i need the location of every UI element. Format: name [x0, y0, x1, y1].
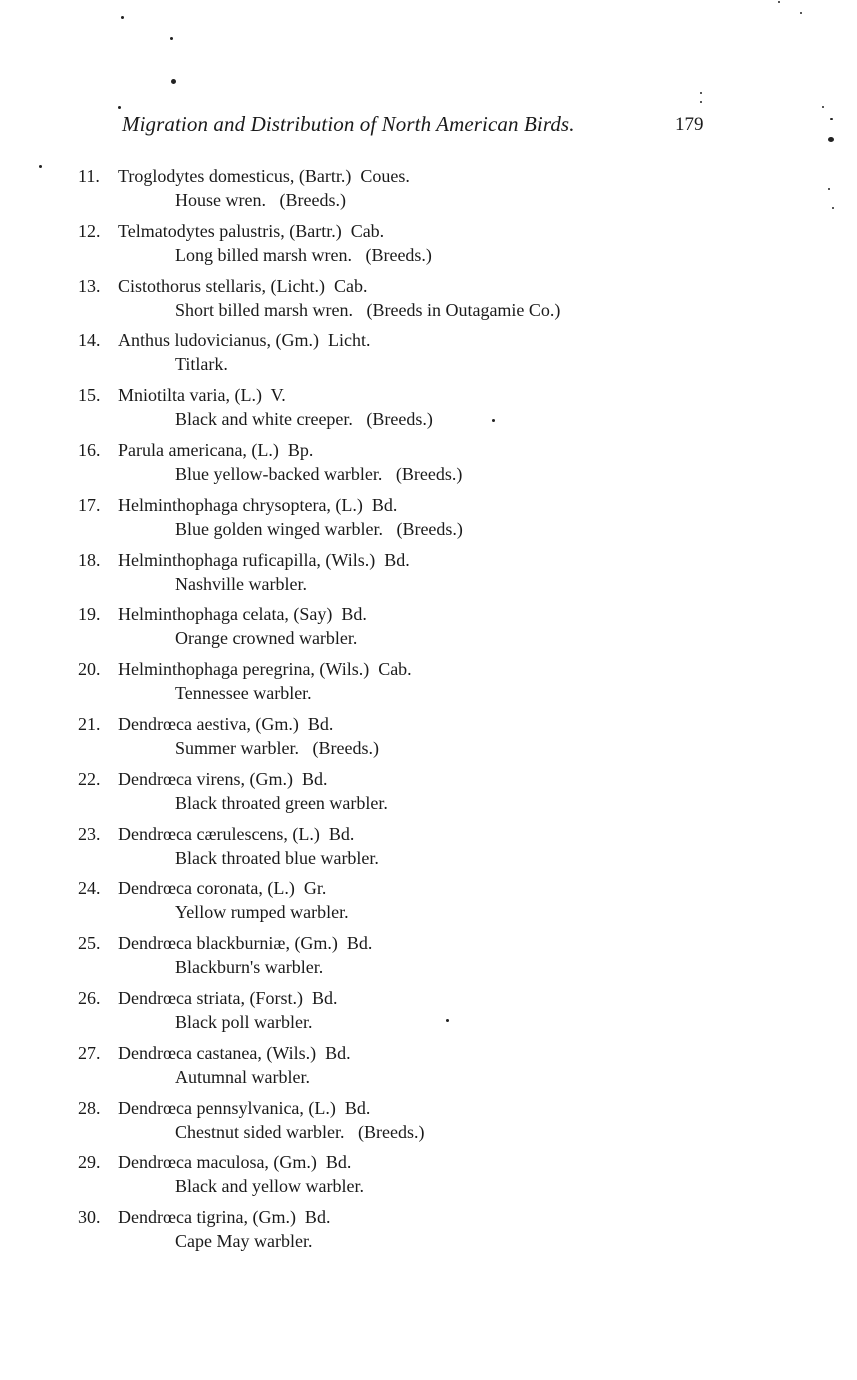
list-item: [78, 1205, 778, 1260]
list-item: [78, 712, 778, 767]
entry-scientific-name: Helminthophaga chrysoptera, (L.) Bd.: [118, 494, 398, 515]
list-item: [78, 493, 778, 548]
entry-scientific-name: Dendrœca striata, (Forst.) Bd.: [118, 987, 338, 1008]
entry-common-name: Blue yellow-backed warbler. (Breeds.): [175, 463, 463, 484]
entry-common-name: Blackburn's warbler.: [175, 957, 324, 978]
entry-number: 18.: [78, 549, 101, 570]
scan-speck: [800, 12, 802, 14]
entry-common-name: Nashville warbler.: [175, 573, 307, 594]
scan-speck: [39, 165, 42, 168]
entry-common-name: House wren. (Breeds.): [175, 190, 346, 210]
entry-scientific-name: Dendrœca cærulescens, (L.) Bd.: [118, 823, 355, 844]
entry-number: 16.: [78, 439, 101, 460]
entry-number: 21.: [78, 713, 101, 734]
list-item: [78, 164, 778, 219]
entry-number: 19.: [78, 604, 101, 625]
list-item: [78, 876, 778, 931]
entry-number: 25.: [78, 933, 101, 954]
entry-common-name: Cape May warbler.: [175, 1231, 313, 1252]
list-item: [78, 657, 778, 712]
species-list: [78, 164, 778, 1260]
entry-scientific-name: Anthus ludovicianus, (Gm.) Licht.: [118, 330, 371, 351]
scan-speck: [828, 188, 830, 190]
entry-common-name: Long billed marsh wren. (Breeds.): [175, 244, 432, 265]
entry-common-name: Blue golden winged warbler. (Breeds.): [175, 518, 463, 539]
entry-scientific-name: Dendrœca castanea, (Wils.) Bd.: [118, 1042, 351, 1063]
entry-number: 23.: [78, 823, 101, 844]
entry-number: 28.: [78, 1097, 101, 1118]
entry-scientific-name: Parula americana, (L.) Bp.: [118, 439, 314, 460]
scan-speck: [832, 207, 834, 209]
scan-speck: [171, 79, 176, 84]
entry-scientific-name: Helminthophaga peregrina, (Wils.) Cab.: [118, 659, 412, 680]
entry-scientific-name: Dendrœca tigrina, (Gm.) Bd.: [118, 1207, 331, 1228]
entry-common-name: Summer warbler. (Breeds.): [175, 737, 379, 758]
entry-scientific-name: Helminthophaga ruficapilla, (Wils.) Bd.: [118, 549, 410, 570]
entry-common-name: Black and white creeper. (Breeds.): [175, 409, 433, 430]
entry-scientific-name: Dendrœca virens, (Gm.) Bd.: [118, 768, 328, 789]
entry-number: 29.: [78, 1152, 101, 1173]
entry-scientific-line: [78, 1041, 351, 1067]
entry-scientific-name: Dendrœca pennsylvanica, (L.) Bd.: [118, 1097, 371, 1118]
entry-scientific-name: Telmatodytes palustris, (Bartr.) Cab.: [118, 220, 385, 241]
entry-scientific-line: [78, 1205, 330, 1231]
page-number: 179: [675, 114, 704, 135]
entry-common-name: Black throated green warbler.: [175, 792, 388, 813]
entry-scientific-name: Mniotilta varia, (L.) V.: [118, 385, 286, 406]
entry-scientific-name: Dendrœca blackburniæ, (Gm.) Bd.: [118, 933, 373, 954]
scan-speck: [170, 37, 173, 40]
entry-number: 17.: [78, 494, 101, 515]
entry-number: 26.: [78, 987, 101, 1008]
list-item: [78, 328, 778, 383]
entry-scientific-name: Cistothorus stellaris, (Licht.) Cab.: [118, 275, 368, 296]
entry-scientific-line: [78, 876, 326, 902]
list-item: [78, 931, 778, 986]
entry-scientific-line: [78, 219, 384, 245]
entry-number: 20.: [78, 659, 101, 680]
entry-common-name: Short billed marsh wren. (Breeds in Outagamie Co.): [175, 299, 561, 320]
entry-number: 14.: [78, 330, 101, 351]
entry-scientific-line: [78, 1150, 351, 1176]
entry-scientific-name: Troglodytes domesticus, (Bartr.) Coues.: [118, 166, 410, 186]
scan-speck: [118, 106, 121, 109]
entry-scientific-line: [78, 1096, 370, 1122]
entry-common-name: Black poll warbler.: [175, 1011, 313, 1032]
entry-scientific-name: Dendrœca coronata, (L.) Gr.: [118, 878, 327, 899]
scan-speck: [778, 1, 780, 3]
list-item: [78, 822, 778, 877]
entry-scientific-name: Dendrœca aestiva, (Gm.) Bd.: [118, 713, 334, 734]
entry-scientific-line: [78, 493, 397, 519]
scan-speck: [700, 92, 702, 94]
list-item: [78, 274, 778, 329]
list-item: [78, 219, 778, 274]
entry-number: 22.: [78, 768, 101, 789]
entry-number: 13.: [78, 275, 101, 296]
entry-number: 11.: [78, 166, 100, 186]
entry-scientific-line: [78, 602, 367, 628]
list-item: [78, 438, 778, 493]
entry-scientific-line: [78, 164, 410, 190]
entry-common-name: Autumnal warbler.: [175, 1066, 310, 1087]
running-header: [122, 112, 722, 144]
list-item: [78, 1150, 778, 1205]
scan-speck: [822, 106, 824, 108]
scan-speck: [121, 16, 124, 19]
entry-scientific-line: [78, 931, 372, 957]
entry-scientific-line: [78, 383, 286, 409]
entry-scientific-name: Helminthophaga celata, (Say) Bd.: [118, 604, 367, 625]
entry-number: 27.: [78, 1042, 101, 1063]
entry-scientific-line: [78, 328, 370, 354]
list-item: [78, 602, 778, 657]
entry-scientific-line: [78, 986, 337, 1012]
entry-common-name: Black throated blue warbler.: [175, 847, 379, 868]
list-item: [78, 986, 778, 1041]
list-item: [78, 548, 778, 603]
entry-scientific-line: [78, 822, 354, 848]
list-item: [78, 1041, 778, 1096]
scan-speck: [830, 118, 833, 120]
entry-scientific-line: [78, 438, 313, 464]
entry-common-name: Black and yellow warbler.: [175, 1176, 364, 1197]
entry-common-name: Yellow rumped warbler.: [175, 902, 349, 923]
scan-speck: [700, 101, 702, 103]
entry-scientific-name: Dendrœca maculosa, (Gm.) Bd.: [118, 1152, 352, 1173]
entry-scientific-line: [78, 712, 333, 738]
entry-common-name: Titlark.: [175, 354, 228, 375]
entry-common-name: Tennessee warbler.: [175, 683, 312, 704]
header-title: Migration and Distribution of North American Birds.: [122, 112, 575, 136]
scan-speck: [828, 137, 834, 142]
entry-scientific-line: [78, 274, 367, 300]
entry-scientific-line: [78, 657, 412, 683]
entry-number: 15.: [78, 385, 101, 406]
list-item: [78, 383, 778, 438]
entry-scientific-line: [78, 548, 410, 574]
list-item: [78, 1096, 778, 1151]
entry-number: 30.: [78, 1207, 101, 1228]
entry-common-name: Chestnut sided warbler. (Breeds.): [175, 1121, 425, 1142]
entry-common-name: Orange crowned warbler.: [175, 628, 358, 649]
list-item: [78, 767, 778, 822]
entry-scientific-line: [78, 767, 327, 793]
entry-number: 12.: [78, 220, 101, 241]
entry-number: 24.: [78, 878, 101, 899]
